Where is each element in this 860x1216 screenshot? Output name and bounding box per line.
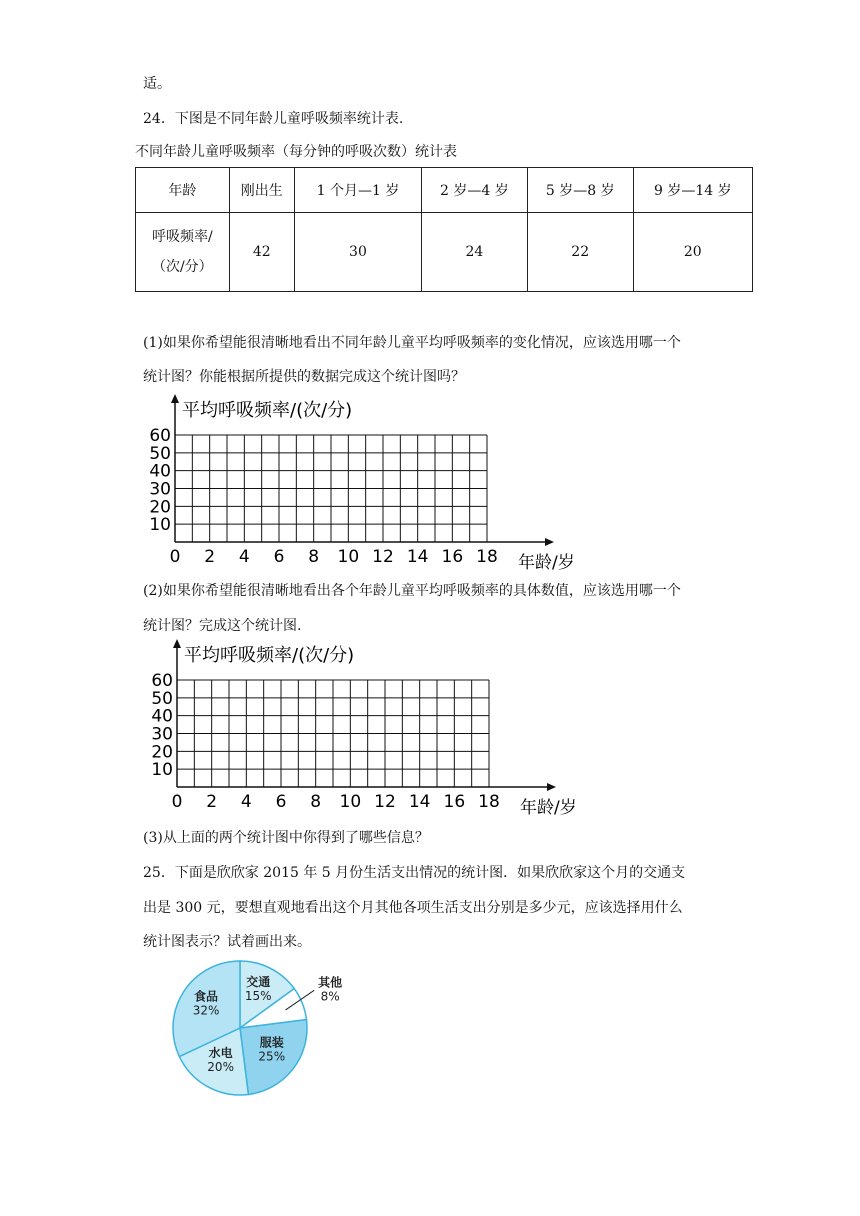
slice-value-label: 8%	[320, 989, 340, 1004]
y-tick-label: 10	[151, 760, 173, 781]
expense-pie-chart	[170, 952, 370, 1102]
table-header-row	[136, 168, 753, 213]
x-tick-label: 4	[238, 547, 250, 567]
slice-value-label: 20%	[207, 1060, 234, 1075]
y-axis-title: 平均呼吸频率/(次/分)	[184, 645, 355, 666]
y-tick-label: 50	[149, 443, 171, 464]
part2-line1: (2)如果你希望能很清晰地看出各个年龄儿童平均呼吸频率的具体数值，应该选用哪一个	[143, 583, 681, 599]
x-tick-label: 2	[204, 547, 216, 567]
x-tick-label: 0	[171, 792, 183, 812]
x-tick-label: 16	[441, 547, 464, 567]
grid-lines	[177, 680, 489, 787]
x-axis-arrow-icon	[545, 538, 554, 546]
x-tick-label: 10	[339, 792, 362, 812]
table-cell: 42	[229, 213, 294, 292]
header-col: 9 岁—14 岁	[633, 168, 752, 213]
header-age: 年龄	[136, 168, 230, 213]
part1-line2: 统计图？你能根据所提供的数据完成这个统计图吗？	[143, 369, 465, 385]
y-tick-label: 20	[149, 497, 171, 518]
x-tick-label: 14	[406, 547, 429, 567]
slice-category-label: 其他	[318, 975, 343, 990]
x-axis-title: 年龄/岁	[520, 798, 577, 817]
slice-value-label: 25%	[258, 1049, 286, 1064]
part1-line1: (1)如果你希望能很清晰地看出不同年龄儿童平均呼吸频率的变化情况，应该选用哪一个	[143, 335, 681, 351]
header-col: 2 岁—4 岁	[422, 168, 528, 213]
x-tick-label: 16	[443, 792, 466, 812]
y-axis-arrow-icon	[173, 639, 181, 648]
part3-text: (3)从上面的两个统计图中你得到了哪些信息？	[143, 830, 429, 846]
y-tick-label: 60	[149, 426, 171, 446]
slice-value-label: 32%	[192, 1003, 220, 1018]
table-cell: 24	[422, 213, 528, 292]
x-tick-label: 6	[273, 547, 285, 567]
row-label-line1: 呼吸频率/	[151, 229, 213, 245]
y-tick-label: 40	[151, 706, 173, 727]
y-axis-title: 平均呼吸频率/(次/分)	[182, 400, 353, 421]
q25-line2: 出是 300 元，要想直观地看出这个月其他各项生活支出分别是多少元，应该选择用什么	[143, 900, 683, 916]
table-cell: 22	[527, 213, 633, 292]
y-tick-label: 30	[149, 479, 171, 500]
part2-line2: 统计图？完成这个统计图.	[143, 618, 302, 634]
top-fragment: 适。	[143, 76, 171, 92]
y-axis-arrow-icon	[171, 394, 179, 403]
y-tick-label: 20	[151, 742, 173, 763]
table-value-row	[136, 213, 753, 292]
y-tick-label: 10	[149, 515, 171, 536]
x-tick-label: 18	[476, 547, 498, 567]
x-tick-label: 4	[240, 792, 252, 812]
x-tick-label: 12	[372, 547, 394, 567]
x-tick-label: 2	[206, 792, 218, 812]
x-tick-label: 8	[310, 792, 322, 812]
x-tick-label: 18	[478, 792, 500, 812]
slice-category-label: 服装	[259, 1035, 284, 1050]
blank-grid-chart-2	[142, 637, 602, 817]
blank-grid-chart-1	[140, 392, 600, 572]
q25-line3: 统计图表示？试着画出来。	[143, 934, 311, 950]
q25-line1: 25．下面是欣欣家 2015 年 5 月份生活支出情况的统计图．如果欣欣家这个月的交通支	[143, 865, 686, 881]
y-tick-label: 60	[151, 671, 173, 691]
row-label-line2: （次/分）	[151, 259, 213, 275]
header-col: 5 岁—8 岁	[527, 168, 633, 213]
x-tick-label: 0	[169, 547, 181, 567]
y-tick-label: 40	[149, 461, 171, 482]
x-tick-label: 6	[275, 792, 287, 812]
table-title: 不同年龄儿童呼吸频率（每分钟的呼吸次数）统计表	[135, 144, 457, 160]
slice-value-label: 15%	[244, 989, 272, 1004]
x-tick-label: 12	[374, 792, 396, 812]
y-tick-label: 30	[151, 724, 173, 745]
x-tick-label: 8	[308, 547, 320, 567]
slice-category-label: 水电	[208, 1046, 233, 1061]
slice-category-label: 交通	[246, 975, 271, 990]
slice-category-label: 食品	[194, 989, 219, 1004]
table-cell: 30	[294, 213, 421, 292]
q24-heading: 24．下图是不同年龄儿童呼吸频率统计表.	[143, 111, 404, 127]
table-cell: 20	[633, 213, 752, 292]
header-col: 刚出生	[229, 168, 294, 213]
x-tick-label: 14	[408, 792, 431, 812]
grid-lines	[175, 435, 487, 542]
x-axis-arrow-icon	[547, 783, 556, 791]
row-label	[136, 213, 230, 292]
x-axis-title: 年龄/岁	[518, 553, 575, 572]
respiration-table	[135, 167, 753, 292]
x-tick-label: 10	[337, 547, 360, 567]
y-tick-label: 50	[151, 688, 173, 709]
header-col: 1 个月—1 岁	[294, 168, 421, 213]
